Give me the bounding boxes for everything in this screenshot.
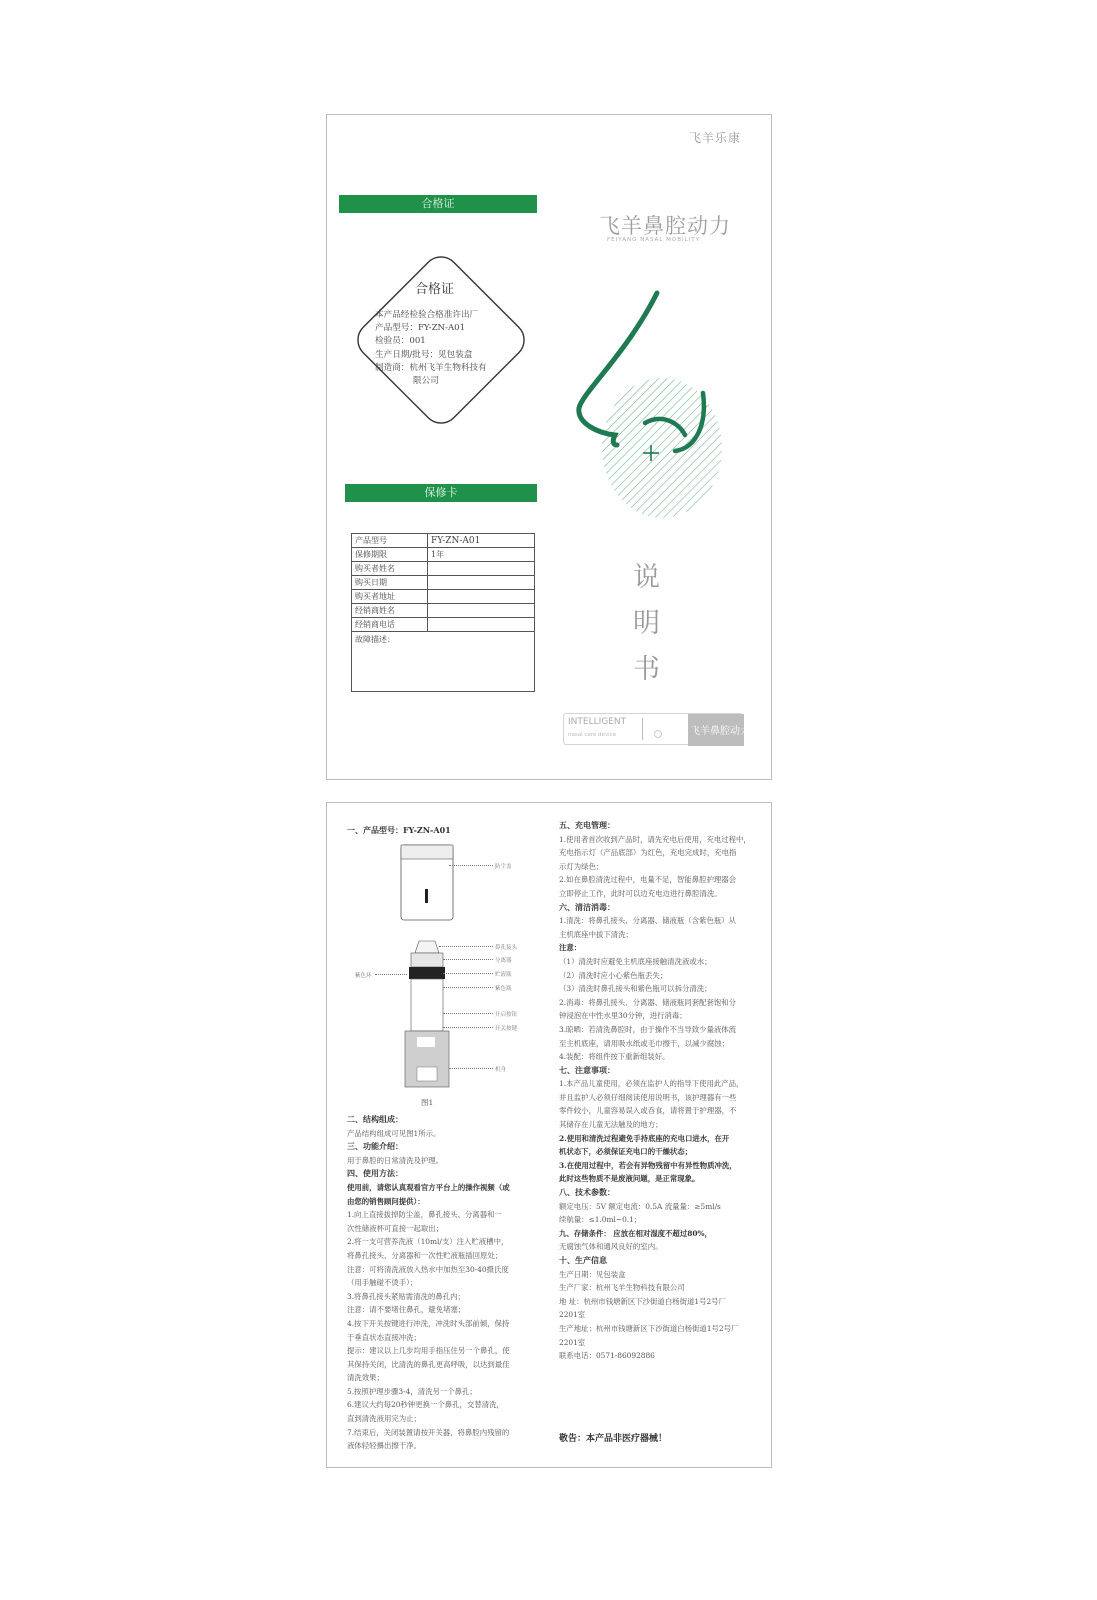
text-line: 3.晾晒：若清洗鼻腔时，由于操作不当导致少量液体流 [559, 1024, 737, 1034]
text-line: 并且监护人必须仔细阅读使用说明书，该护理器有一些 [559, 1092, 737, 1102]
cover-sheet [326, 114, 772, 780]
figure-label: 机身 [495, 1067, 507, 1073]
text-line: 地 址：杭州市钱塘新区下沙街道白杨街道1号2号厂 [559, 1296, 726, 1306]
text-line: 2201室 [559, 1337, 586, 1347]
vertical-title-char: 说 [633, 562, 660, 593]
figure-label: 紫色瓶 [495, 986, 512, 992]
text-line: 无腐蚀气体和通风良好的室内。 [559, 1242, 663, 1252]
nose-illustration [567, 283, 727, 543]
text-line: 示灯为绿色； [559, 861, 604, 871]
fault-description-cell: 故障描述： [352, 632, 535, 692]
table-row [352, 604, 535, 618]
table-cell: 1年 [428, 548, 535, 562]
text-line: 立即停止工作，此时可以边充电边进行鼻腔清洗。 [559, 888, 722, 898]
text-line: 产品结构组成可见图1所示。 [347, 1128, 441, 1138]
text-line: 次性储液杯可直接一起取出； [347, 1223, 444, 1233]
table-row [352, 548, 535, 562]
figure-label: 防尘盖 [495, 864, 512, 870]
text-line: 十、生产信息 [559, 1255, 607, 1265]
table-row [352, 534, 535, 548]
left-text-column [347, 1113, 547, 1453]
table-row [352, 618, 535, 632]
figure-label: 开关按键 [495, 1026, 518, 1032]
text-line: 二、结构组成： [347, 1114, 403, 1124]
text-line: 于垂直状态直接冲洗； [347, 1332, 421, 1342]
label-leader [439, 946, 493, 947]
text-line: 生产地址：杭州市钱塘新区下沙街道白杨街道1号2号厂 [559, 1323, 739, 1333]
text-line: 注意：请不要堵住鼻孔，避免堵塞； [347, 1305, 466, 1315]
text-line: 直到清洗液用完为止； [347, 1414, 421, 1424]
label-leader [375, 974, 407, 975]
text-line: 其保持关闭，比清洗的鼻孔更高呼吸，以达到最佳 [347, 1359, 510, 1369]
text-line: 使用前，请您认真观看官方平台上的操作视频（或 [347, 1182, 510, 1192]
text-line: 三、功能介绍： [347, 1141, 403, 1152]
text-line: 此时这些物质不是废液问题，是正常现象。 [559, 1174, 700, 1184]
label-leader [443, 1013, 493, 1014]
text-line: 1.使用者首次收到产品时，请先充电后使用，充电过程中， [559, 834, 751, 844]
table-row [352, 632, 535, 692]
text-line: 机状态下，必须保证充电口的干燥状态； [559, 1147, 693, 1157]
warning-text: 敬告：本产品非医疗器械！ [559, 1434, 668, 1444]
text-line: （3）清洗时鼻孔接头和紫色瓶可以拆分清洗； [559, 984, 712, 994]
text-line: 液体轻轻擤出擦干净。 [347, 1441, 421, 1451]
text-line: 7.结束后，关闭装置请按开关器，将鼻腔内残留的 [347, 1427, 510, 1437]
table-cell [428, 604, 535, 618]
table-cell: 购买日期 [352, 576, 428, 590]
text-line: 至主机底座，请用吸水纸或毛巾擦干，以减少腐蚀； [559, 1038, 729, 1048]
text-line: （用手触碰不烫手）； [347, 1278, 418, 1288]
text-line: 2.将一支可营养洗液（10ml/支）注入贮液槽中， [347, 1237, 509, 1247]
tag-brand: 飞羊鼻腔动力 [690, 726, 750, 737]
text-line: （1）清洗时应避免主机底座接触清洗液或水； [559, 956, 712, 966]
text-line: 2201室 [559, 1310, 586, 1320]
table-cell: 购买者姓名 [352, 562, 428, 576]
table-cell: 经销商姓名 [352, 604, 428, 618]
table-cell: FY-ZN-A01 [428, 534, 535, 548]
table-row [352, 576, 535, 590]
certificate-line: 产品型号：FY-ZN-A01 [375, 323, 466, 334]
table-cell: 经销商电话 [352, 618, 428, 632]
text-line: 1.清洗：将鼻孔接头、分离器、储液瓶（含紫色瓶）从 [559, 916, 737, 926]
certificate-bar: 合格证 [339, 195, 537, 213]
text-line: 六、清洁消毒： [559, 901, 615, 912]
tag-intelligent: INTELLIGENT [568, 717, 627, 727]
figure-label: 分离器 [495, 958, 512, 964]
label-leader [443, 987, 493, 988]
text-line: 由您的销售顾问提供）： [347, 1196, 425, 1206]
text-line: 联系电话：0571-86092886 [559, 1351, 655, 1361]
tag-device: nasal care device [568, 732, 617, 738]
product-subtitle: FEIYANG NASAL MOBILITY [607, 237, 701, 243]
vertical-title-char: 书 [633, 654, 660, 685]
device-figure [399, 845, 469, 1085]
label-leader [443, 973, 493, 974]
brand-logo: 飞羊乐康 [689, 131, 742, 145]
product-title: 飞羊鼻腔动力 [599, 214, 731, 238]
text-line: 提示：建议以上几步均用手指压住另一个鼻孔，使 [347, 1346, 510, 1356]
text-line: 6.建议大约每20秒钟更换一个鼻孔，交替清洗， [347, 1400, 504, 1410]
table-cell [428, 590, 535, 604]
text-line: 2.使用和清洗过程避免手持底座的充电口进水，在开 [559, 1133, 730, 1143]
text-line: 3.将鼻孔接头紧贴需清洗的鼻孔内； [347, 1291, 465, 1301]
certificate-line: 本产品经检验合格准许出厂 [375, 310, 479, 320]
text-line: 将鼻孔接头、分离器和一次性贮液瓶插回原处； [347, 1250, 503, 1260]
certificate-text [375, 309, 525, 388]
label-leader [449, 1068, 493, 1069]
text-line: 额定电压：5V 额定电流：0.5A 流量量：≥5ml/s [559, 1201, 721, 1211]
text-line: 其储存在儿童无法触及的地方； [559, 1120, 663, 1130]
text-line: （2）清洗时应小心紫色瓶丢失； [559, 970, 668, 980]
warranty-bar: 保修卡 [345, 484, 537, 502]
table-cell [428, 562, 535, 576]
vertical-title-char: 明 [633, 608, 660, 639]
table-row [352, 562, 535, 576]
figure-label: 鼻孔接头 [495, 945, 518, 951]
table-cell: 产品型号 [352, 534, 428, 548]
text-line: 八、技术参数： [559, 1187, 615, 1198]
figure-label: 紫色环 [355, 973, 372, 979]
label-leader [443, 1027, 493, 1028]
text-line: 四、使用方法： [347, 1168, 403, 1179]
text-line: 充电指示灯（产品底部）为红色，充电完成时，充电指 [559, 848, 737, 858]
text-line: 续航量：≤1.0ml~0.1； [559, 1215, 642, 1225]
certificate-line: 制造商：杭州飞羊生物科技有 [375, 362, 487, 373]
text-line: 2.如在鼻腔清洗过程中，电量不足，智能鼻腔护理器会 [559, 875, 737, 885]
text-line: 1.向上直接拔掉防尘盖，鼻孔接头、分离器和一 [347, 1210, 502, 1220]
figure-caption: 图1 [421, 1098, 434, 1107]
table-cell: 购买者地址 [352, 590, 428, 604]
instructions-sheet [326, 802, 772, 1468]
text-line: 用于鼻腔的日常清洗及护理。 [347, 1155, 444, 1165]
model-line: 一、产品型号：FY-ZN-A01 [347, 825, 451, 835]
text-line: 4.装配：将组件按下重新组装好。 [559, 1052, 670, 1062]
text-line: 清洗效果； [347, 1373, 384, 1383]
tag-divider [642, 718, 643, 740]
table-cell: 保修期限 [352, 548, 428, 562]
text-line: 零件较小，儿童容易误入或吞食，请将置于护理器，不 [559, 1106, 737, 1116]
table-row [352, 590, 535, 604]
text-line: 生产厂家：杭州飞羊生物科技有限公司 [559, 1283, 685, 1293]
warranty-table [351, 533, 535, 692]
label-leader [449, 865, 493, 866]
text-line: 七、注意事项： [559, 1064, 615, 1075]
text-line: 生产日期：见包装盒 [559, 1269, 626, 1279]
figure-label: 贮液瓶 [495, 972, 512, 978]
text-line: 4.按下开关按键进行冲洗，冲洗时头部前倾，保持 [347, 1318, 510, 1328]
table-cell [428, 618, 535, 632]
text-line: 注意： [559, 943, 582, 953]
text-line: 5.按照护理步骤3-4，清洗另一个鼻孔； [347, 1386, 477, 1396]
text-line: 钟浸泡在中性水里30分钟，进行消毒； [559, 1011, 687, 1021]
label-leader [443, 959, 493, 960]
certificate-title: 合格证 [415, 282, 455, 297]
text-line: 主机底座中拔下清洗； [559, 929, 633, 939]
certificate-line: 检验员：001 [375, 336, 426, 347]
text-line: 九、存储条件： 应放在相对湿度不超过80%， [559, 1228, 712, 1238]
figure-label: 开启按钮 [495, 1012, 518, 1018]
text-line: 2.消毒：将鼻孔接头、分离器、储液瓶同套配套饱和分 [559, 997, 737, 1007]
right-text-column [559, 819, 765, 1363]
text-line: 3.在使用过程中，若会有异物残留中有异性物质冲洗， [559, 1160, 737, 1170]
text-line: 注意：可将清洗液放入热水中加热至30-40摄氏度 [347, 1264, 509, 1274]
tag-icons [654, 730, 662, 738]
certificate-line: 限公司 [413, 376, 439, 387]
product-tag [563, 713, 750, 745]
text-line: 1.本产品儿童使用，必须在监护人的指导下使用此产品， [559, 1079, 744, 1089]
table-cell [428, 576, 535, 590]
text-line: 五、充电管理： [559, 820, 615, 830]
certificate-line: 生产日期/批号：见包装盒 [375, 349, 473, 360]
